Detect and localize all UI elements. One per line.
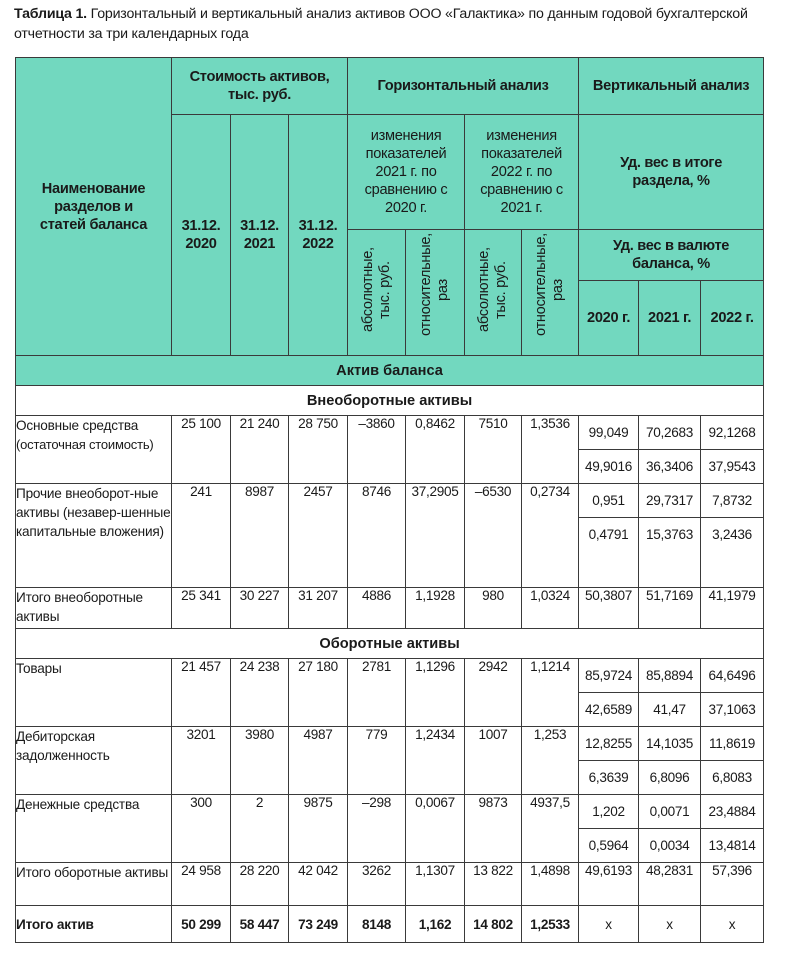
table-cell: 36,3406 bbox=[639, 450, 701, 484]
table-row-label: Итого актив bbox=[16, 906, 172, 943]
table-cell: 37,1063 bbox=[701, 693, 764, 727]
table-cell: 4987 bbox=[289, 727, 348, 795]
table-cell: 8148 bbox=[348, 906, 406, 943]
table-row-label: Денежные средства bbox=[16, 795, 172, 863]
table-cell: 0,4791 bbox=[579, 518, 639, 588]
table-cell: 4886 bbox=[348, 588, 406, 629]
table-cell: 14 802 bbox=[465, 906, 522, 943]
table-cell: 41,47 bbox=[639, 693, 701, 727]
header-date-2022: 31.12. 2022 bbox=[289, 115, 348, 356]
table-cell: 3201 bbox=[172, 727, 231, 795]
section-assets: Актив баланса bbox=[16, 356, 764, 386]
table-caption bbox=[14, 4, 774, 44]
table-cell: 24 958 bbox=[172, 863, 231, 906]
table-cell: 1007 bbox=[465, 727, 522, 795]
table-cell: 41,1979 bbox=[701, 588, 764, 629]
table-cell: 6,3639 bbox=[579, 761, 639, 795]
table-cell: 57,396 bbox=[701, 863, 764, 906]
table-cell: 13,4814 bbox=[701, 829, 764, 863]
table-cell: 85,9724 bbox=[579, 659, 639, 693]
table-cell: –6530 bbox=[465, 484, 522, 588]
table-cell: 58 447 bbox=[231, 906, 289, 943]
table-cell: 6,8096 bbox=[639, 761, 701, 795]
table-cell: 8987 bbox=[231, 484, 289, 588]
table-cell: 9875 bbox=[289, 795, 348, 863]
table-cell: 24 238 bbox=[231, 659, 289, 727]
table-cell: 21 457 bbox=[172, 659, 231, 727]
header-date-2020: 31.12. 2020 bbox=[172, 115, 231, 356]
table-row-label: Итого оборотные активы bbox=[16, 863, 172, 906]
table-cell: 1,0324 bbox=[522, 588, 579, 629]
table-cell: 0,2734 bbox=[522, 484, 579, 588]
table-cell: 11,8619 bbox=[701, 727, 764, 761]
header-share-section: Уд. вес в итоге раздела, % bbox=[579, 115, 764, 230]
table-cell: 1,253 bbox=[522, 727, 579, 795]
table-cell: 14,1035 bbox=[639, 727, 701, 761]
header-year-2021: 2021 г. bbox=[639, 281, 701, 356]
table-cell: 49,6193 bbox=[579, 863, 639, 906]
table-cell: x bbox=[579, 906, 639, 943]
table-cell: 37,9543 bbox=[701, 450, 764, 484]
table-cell: –3860 bbox=[348, 416, 406, 484]
table-cell: 73 249 bbox=[289, 906, 348, 943]
table-cell: 15,3763 bbox=[639, 518, 701, 588]
header-rel-2021: относительные, раз bbox=[406, 230, 465, 356]
table-cell: 1,2533 bbox=[522, 906, 579, 943]
table-cell: 49,9016 bbox=[579, 450, 639, 484]
table-cell: 980 bbox=[465, 588, 522, 629]
table-cell: 37,2905 bbox=[406, 484, 465, 588]
table-cell: 300 bbox=[172, 795, 231, 863]
table-cell: 0,951 bbox=[579, 484, 639, 518]
table-cell: 2781 bbox=[348, 659, 406, 727]
table-cell: 779 bbox=[348, 727, 406, 795]
table-cell: 30 227 bbox=[231, 588, 289, 629]
table-cell: 0,0067 bbox=[406, 795, 465, 863]
table-cell: 92,1268 bbox=[701, 416, 764, 450]
table-cell: 1,1307 bbox=[406, 863, 465, 906]
table-cell: 28 750 bbox=[289, 416, 348, 484]
header-abs-2021: абсолютные, тыс. руб. bbox=[348, 230, 406, 356]
table-cell: 51,7169 bbox=[639, 588, 701, 629]
header-cost-group: Стоимость активов, тыс. руб. bbox=[172, 58, 348, 115]
table-cell: 0,5964 bbox=[579, 829, 639, 863]
header-rel-2022: относительные, раз bbox=[522, 230, 579, 356]
table-cell: 42,6589 bbox=[579, 693, 639, 727]
header-year-2022: 2022 г. bbox=[701, 281, 764, 356]
header-abs-2022: абсолютные, тыс. руб. bbox=[465, 230, 522, 356]
table-cell: 1,3536 bbox=[522, 416, 579, 484]
table-row-label: Дебиторская задолженность bbox=[16, 727, 172, 795]
header-horizontal: Горизонтальный анализ bbox=[348, 58, 579, 115]
table-cell: 50,3807 bbox=[579, 588, 639, 629]
header-change-2022: изменения показателей 2022 г. по сравнению с 2021 г. bbox=[465, 115, 579, 230]
table-cell: 1,4898 bbox=[522, 863, 579, 906]
table-cell: 25 100 bbox=[172, 416, 231, 484]
table-cell: 42 042 bbox=[289, 863, 348, 906]
table-cell: 8746 bbox=[348, 484, 406, 588]
table-cell: 6,8083 bbox=[701, 761, 764, 795]
table-cell: 2 bbox=[231, 795, 289, 863]
table-cell: 31 207 bbox=[289, 588, 348, 629]
table-cell: 9873 bbox=[465, 795, 522, 863]
table-cell: x bbox=[701, 906, 764, 943]
table-cell: 1,1296 bbox=[406, 659, 465, 727]
table-cell: 1,162 bbox=[406, 906, 465, 943]
table-cell: 50 299 bbox=[172, 906, 231, 943]
table-cell: 241 bbox=[172, 484, 231, 588]
table-cell: 48,2831 bbox=[639, 863, 701, 906]
header-date-2021: 31.12. 2021 bbox=[231, 115, 289, 356]
table-cell: 1,1214 bbox=[522, 659, 579, 727]
table-cell: 99,049 bbox=[579, 416, 639, 450]
table-cell: 0,0034 bbox=[639, 829, 701, 863]
table-row-label: Товары bbox=[16, 659, 172, 727]
table-row-label: Прочие внеоборот-ные активы (незавер-шенные капитальные вложения) bbox=[16, 484, 172, 588]
table-cell: 0,8462 bbox=[406, 416, 465, 484]
section-noncurrent: Внеоборотные активы bbox=[16, 386, 764, 416]
table-cell: 1,202 bbox=[579, 795, 639, 829]
asset-analysis-table bbox=[15, 57, 764, 943]
header-name-col: Наименование разделов и статей баланса bbox=[16, 58, 172, 356]
header-year-2020: 2020 г. bbox=[579, 281, 639, 356]
table-cell: 64,6496 bbox=[701, 659, 764, 693]
header-vertical: Вертикальный анализ bbox=[579, 58, 764, 115]
section-current: Оборотные активы bbox=[16, 629, 764, 659]
caption-text: Горизонтальный и вертикальный анализ активов ООО «Галактика» по данным годовой бухгалтерской отчетности за три календарных года bbox=[14, 6, 748, 42]
table-cell: 3,2436 bbox=[701, 518, 764, 588]
table-row-label: Итого внеоборотные активы bbox=[16, 588, 172, 629]
table-cell: 0,0071 bbox=[639, 795, 701, 829]
table-cell: 2457 bbox=[289, 484, 348, 588]
table-cell: 7,8732 bbox=[701, 484, 764, 518]
table-cell: 13 822 bbox=[465, 863, 522, 906]
table-cell: x bbox=[639, 906, 701, 943]
table-cell: 70,2683 bbox=[639, 416, 701, 450]
table-cell: –298 bbox=[348, 795, 406, 863]
table-cell: 2942 bbox=[465, 659, 522, 727]
table-cell: 85,8894 bbox=[639, 659, 701, 693]
table-cell: 29,7317 bbox=[639, 484, 701, 518]
table-cell: 3262 bbox=[348, 863, 406, 906]
table-cell: 27 180 bbox=[289, 659, 348, 727]
header-change-2021: изменения показателей 2021 г. по сравнению с 2020 г. bbox=[348, 115, 465, 230]
table-cell: 4937,5 bbox=[522, 795, 579, 863]
table-cell: 1,1928 bbox=[406, 588, 465, 629]
table-cell: 21 240 bbox=[231, 416, 289, 484]
table-cell: 1,2434 bbox=[406, 727, 465, 795]
table-cell: 12,8255 bbox=[579, 727, 639, 761]
table-row-label: Основные средства (остаточная стоимость) bbox=[16, 416, 172, 484]
table-cell: 7510 bbox=[465, 416, 522, 484]
header-share-balance: Уд. вес в валюте баланса, % bbox=[579, 230, 764, 281]
table-cell: 23,4884 bbox=[701, 795, 764, 829]
caption-label: Таблица 1. bbox=[14, 6, 87, 22]
table-cell: 25 341 bbox=[172, 588, 231, 629]
table-cell: 28 220 bbox=[231, 863, 289, 906]
table-cell: 3980 bbox=[231, 727, 289, 795]
